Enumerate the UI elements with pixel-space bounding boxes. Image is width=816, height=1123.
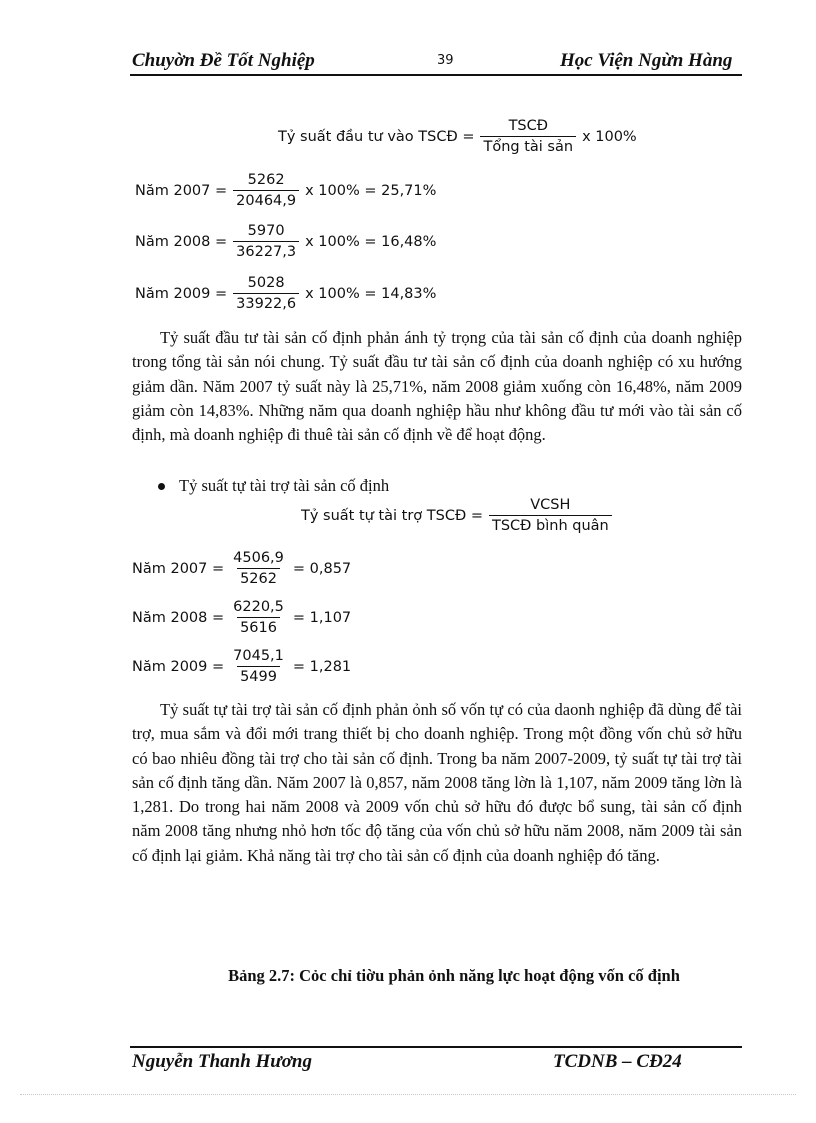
calc-fraction [233,275,299,312]
formula-rhs: x 100% [582,128,637,145]
formula-lhs: Tỷ suất tự tài trợ TSCĐ = [301,507,483,524]
calc-label: Năm 2008 = [135,233,228,250]
calc-result: = 0,857 [292,560,352,577]
bullet-dot-icon [158,483,165,490]
calc-investment-2007 [135,172,436,209]
calc-result: = 1,107 [292,609,352,626]
page-number: 39 [437,53,454,68]
formula-fraction [480,118,576,155]
calc-numerator: 5970 [247,223,285,239]
calc-investment-2008 [135,223,436,260]
calc-denominator: 33922,6 [233,293,299,312]
calc-result: x 100% = 16,48% [305,233,437,250]
page-bottom-dotted-line [20,1094,796,1095]
calc-result: x 100% = 14,83% [305,285,437,302]
calc-result: x 100% = 25,71% [305,182,437,199]
bullet-self-financing [158,476,389,496]
paragraph-self-financing [132,698,742,868]
formula-self-financing-ratio [301,497,618,534]
header-rule [130,74,742,76]
calc-label: Năm 2007 = [132,560,225,577]
calc-denominator: 5616 [237,617,280,636]
paragraph-investment [132,326,742,447]
formula-numerator: VCSH [530,497,571,513]
bullet-text: Tỷ suất tự tài trợ tài sản cố định [179,476,390,495]
formula-numerator: TSCĐ [508,118,548,134]
formula-fraction [489,497,612,534]
calc-numerator: 6220,5 [233,599,284,615]
calc-label: Năm 2009 = [135,285,228,302]
formula-investment-ratio [278,118,637,155]
calc-numerator: 5262 [247,172,285,188]
calc-numerator: 7045,1 [233,648,284,664]
calc-numerator: 5028 [247,275,285,291]
formula-denominator: Tổng tài sản [480,136,576,155]
formula-lhs: Tỷ suất đầu tư vào TSCĐ = [278,128,475,145]
calc-label: Năm 2008 = [132,609,225,626]
calc-label: Năm 2009 = [132,658,225,675]
paragraph-text: Tỷ suất đầu tư tài sản cố định phản ánh tỷ trọng của tài sản cố định của doanh nghiệp trong tổng tài sản nói chung. Tỷ suất đầu tư tài sản cố định của doanh nghiệp có xu hướng giảm dần. Năm 2007 tỷ suất này là 25,71%, năm 2008 giảm xuống còn 16,48%, năm 2009 giảm còn 14,83%. Những năm qua doanh nghiệp hầu như không đầu tư mới vào tài sản cố định, mà doanh nghiệp đi thuê tài sản cố định về để hoạt động. [132,328,742,445]
calc-fraction [230,648,287,685]
calc-self-financing-2008 [132,599,351,636]
footer-author: Nguyễn Thanh Hương [132,1051,312,1072]
calc-fraction [233,172,299,209]
calc-fraction [230,550,287,587]
calc-self-financing-2007 [132,550,351,587]
calc-investment-2009 [135,275,436,312]
calc-label: Năm 2007 = [135,182,228,199]
formula-denominator: TSCĐ bình quân [489,515,612,534]
calc-fraction [230,599,287,636]
calc-denominator: 5262 [237,568,280,587]
paragraph-text: Tỷ suất tự tài trợ tài sản cố định phản ỏnh số vốn tự có của daonh nghiệp đã dùng để tài trợ, mua sắm và đổi mới trang thiết bị cho doanh nghiệp. Trong một đồng vốn chủ sở hữu có bao nhiêu đồng tài trợ cho tài sản cố định. Trong ba năm 2007-2009, tỷ suất tự tài trợ tài sản cố định tăng dần. Năm 2007 là 0,857, năm 2008 tăng lờn là 1,107, năm 2009 tăng lờn là 1,281. Do trong hai năm 2008 và 2009 vốn chủ sở hữu đó được bổ sung, tài sản cố định năm 2008 tăng nhưng nhỏ hơn tốc độ tăng của vốn chủ sở hữu năm 2008, năm 2009 tài sản cố định lại giảm. Khả năng tài trợ cho tài sản cố định của doanh nghiệp đó tăng. [132,700,742,865]
calc-denominator: 20464,9 [233,190,299,209]
table-caption: Bảng 2.7: Cỏc chỉ tiờu phản ỏnh năng lực hoạt động vốn cố định [228,966,680,985]
calc-fraction [233,223,299,260]
header-title-right: Học Viện Ngừn Hàng [560,50,733,71]
calc-result: = 1,281 [292,658,352,675]
calc-self-financing-2009 [132,648,351,685]
footer-rule [130,1046,742,1048]
calc-numerator: 4506,9 [233,550,284,566]
header-title-left: Chuyờn Đề Tốt Nghiệp [132,50,315,71]
calc-denominator: 5499 [237,666,280,685]
calc-denominator: 36227,3 [233,241,299,260]
footer-class: TCDNB – CĐ24 [553,1051,682,1072]
